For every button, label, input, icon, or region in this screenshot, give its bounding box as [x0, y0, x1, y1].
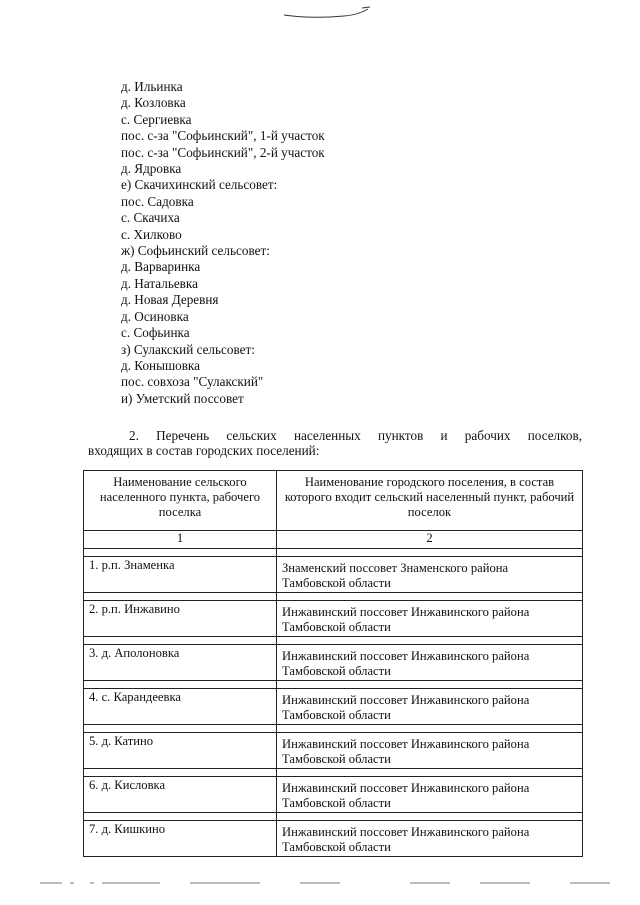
- spacer-row: [84, 725, 583, 733]
- header-col-2: Наименование городского поселения, в состав которого входит сельский населенный пункт, рабочий поселок: [277, 471, 583, 531]
- place-cell: 3. д. Аполоновка: [84, 645, 277, 681]
- settlement-cell: [277, 733, 583, 769]
- settlement-line: Инжавинский поссовет Инжавинского района: [282, 649, 530, 663]
- settlement-line: Инжавинский поссовет Инжавинского района: [282, 737, 530, 751]
- spacer-row: [84, 813, 583, 821]
- settlement-line: Тамбовской области: [282, 576, 391, 590]
- settlements-table: [83, 470, 583, 857]
- place-cell: 7. д. Кишкино: [84, 821, 277, 857]
- table-row: [84, 645, 583, 681]
- place-cell: 6. д. Кисловка: [84, 777, 277, 813]
- list-item: с. Сергиевка: [121, 111, 192, 127]
- list-item: д. Варваринка: [121, 259, 201, 275]
- settlement-line: Тамбовской области: [282, 708, 391, 722]
- scan-edge-mark: [10, 880, 630, 886]
- list-item: д. Новая Деревня: [121, 292, 219, 308]
- list-item: ж) Софьинский сельсовет:: [121, 243, 270, 259]
- settlement-line: Инжавинский поссовет Инжавинского района: [282, 605, 530, 619]
- settlement-cell: [277, 689, 583, 725]
- spacer-row: [84, 637, 583, 645]
- table-row: [84, 821, 583, 857]
- settlement-line: Инжавинский поссовет Инжавинского района: [282, 781, 530, 795]
- table-row: [84, 689, 583, 725]
- settlement-cell: [277, 645, 583, 681]
- section-2-line-2: входящих в состав городских поселений:: [88, 443, 320, 458]
- list-item: з) Сулакский сельсовет:: [121, 341, 255, 357]
- column-number-2: 2: [277, 531, 583, 549]
- list-item: пос. с-за "Софьинский", 2-й участок: [121, 144, 325, 160]
- settlement-cell: [277, 557, 583, 593]
- list-item: с. Скачиха: [121, 210, 180, 226]
- place-cell: 1. р.п. Знаменка: [84, 557, 277, 593]
- settlement-line: Инжавинский поссовет Инжавинского района: [282, 693, 530, 707]
- list-item: д. Ядровка: [121, 161, 182, 177]
- spacer-row: [84, 593, 583, 601]
- list-item: е) Скачихинский сельсовет:: [121, 177, 278, 193]
- list-item: д. Натальевка: [121, 275, 198, 291]
- spacer-row: [84, 681, 583, 689]
- section-2-line-1: 2. Перечень сельских населенных пунктов и рабочих поселков,: [129, 428, 582, 443]
- spacer-row: [84, 549, 583, 557]
- settlement-line: Тамбовской области: [282, 752, 391, 766]
- settlement-cell: [277, 821, 583, 857]
- list-item: д. Конышовка: [121, 357, 200, 373]
- settlement-list: [121, 79, 325, 407]
- table-row: [84, 557, 583, 593]
- place-cell: 2. р.п. Инжавино: [84, 601, 277, 637]
- list-item: д. Козловка: [121, 95, 186, 111]
- list-item: и) Уметский поссовет: [121, 390, 244, 406]
- spacer-row: [84, 769, 583, 777]
- place-cell: 4. с. Карандеевка: [84, 689, 277, 725]
- settlement-cell: [277, 601, 583, 637]
- settlement-line: Инжавинский поссовет Инжавинского района: [282, 825, 530, 839]
- settlement-cell: [277, 777, 583, 813]
- settlement-line: Тамбовской области: [282, 796, 391, 810]
- table-row: [84, 777, 583, 813]
- column-number-1: 1: [84, 531, 277, 549]
- header-col-1: Наименование сельского населенного пункта, рабочего поселка: [84, 471, 277, 531]
- settlement-line: Знаменский поссовет Знаменского района: [282, 561, 509, 575]
- list-item: с. Софьинка: [121, 325, 190, 341]
- list-item: пос. Садовка: [121, 193, 194, 209]
- list-item: пос. с-за "Софьинский", 1-й участок: [121, 128, 325, 144]
- column-number-row: [84, 531, 583, 549]
- settlement-line: Тамбовской области: [282, 620, 391, 634]
- list-item: д. Осиновка: [121, 308, 189, 324]
- scan-mark: [282, 6, 372, 20]
- settlement-line: Тамбовской области: [282, 664, 391, 678]
- table-row: [84, 601, 583, 637]
- place-cell: 5. д. Катино: [84, 733, 277, 769]
- table-header-row: [84, 471, 583, 531]
- section-2-heading: [88, 428, 582, 458]
- settlement-line: Тамбовской области: [282, 840, 391, 854]
- list-item: пос. совхоза "Сулакский": [121, 374, 264, 390]
- list-item: с. Хилково: [121, 226, 182, 242]
- list-item: д. Ильинка: [121, 79, 183, 94]
- table-row: [84, 733, 583, 769]
